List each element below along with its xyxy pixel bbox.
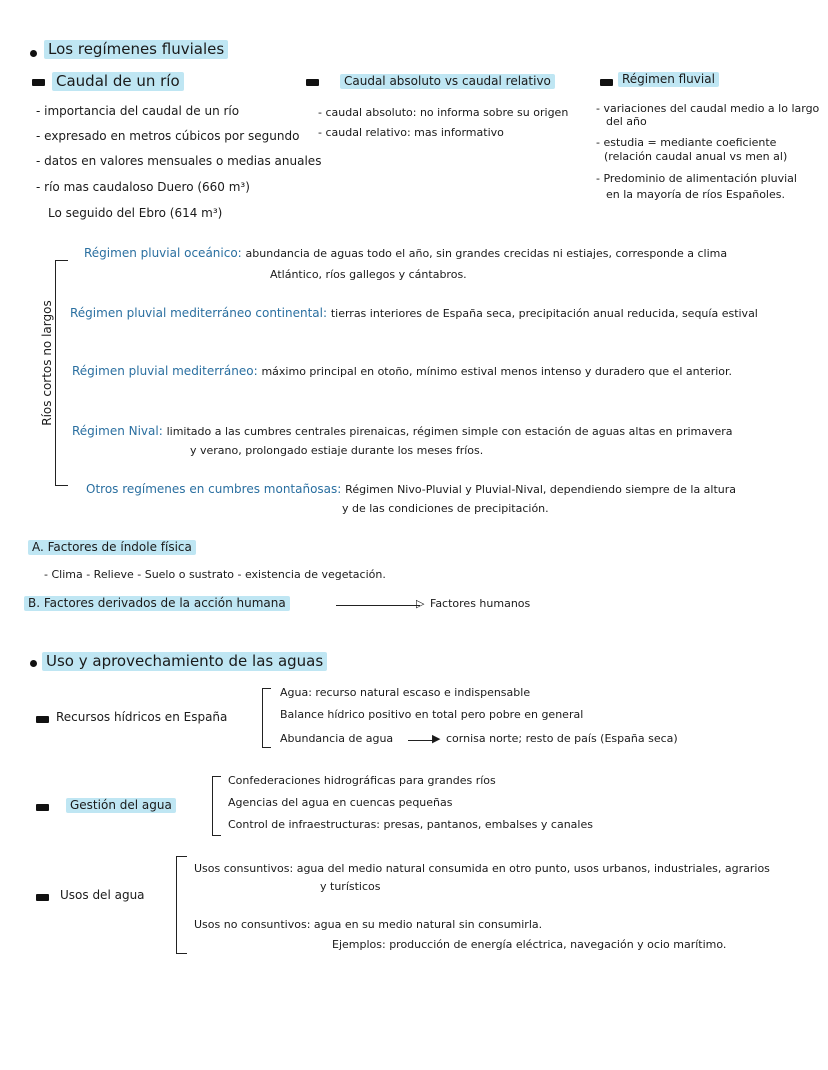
factors-a-title-text: A. Factores de índole física (28, 540, 196, 555)
regimen-type-name: Otros regímenes en cumbres montañosas: (86, 482, 342, 496)
regimen-type-3 (72, 424, 733, 438)
arrow-head-icon: ▷ (416, 597, 425, 610)
usos-bracket (176, 856, 187, 954)
gestion-label (66, 798, 176, 812)
arrow-target-text: Factores humanos (430, 597, 531, 610)
list-item: - río mas caudaloso Duero (660 m³) (36, 180, 250, 194)
caudal-heading (52, 72, 184, 90)
usos-consuntivos: Usos consuntivos: agua del medio natural consumida en otro punto, usos urbanos, industriales, agrarios (194, 862, 770, 875)
regimen-type-desc2: Atlántico, ríos gallegos y cántabros. (270, 268, 467, 281)
regimen-type-desc: Régimen Nivo-Pluvial y Pluvial-Nival, dependiendo siempre de la altura (345, 483, 737, 496)
list-item: del año (606, 115, 647, 128)
bullet-dot (30, 660, 37, 667)
regimen-type-4 (86, 482, 736, 496)
types-bracket (55, 260, 68, 486)
square-bullet (32, 79, 45, 86)
square-bullet (306, 79, 319, 86)
absoluto-heading (340, 74, 555, 88)
arrow-head-icon: ▶ (432, 732, 441, 745)
caudal-heading-text: Caudal de un río (52, 72, 184, 91)
regimen-type-name: Régimen pluvial oceánico: (84, 246, 242, 260)
recursos-item: cornisa norte; resto de país (España seca) (446, 732, 678, 745)
list-item: - caudal absoluto: no informa sobre su origen (318, 106, 569, 119)
list-item: - importancia del caudal de un río (36, 104, 240, 118)
arrow-line (336, 605, 420, 606)
usos-label: Usos del agua (60, 888, 145, 902)
recursos-bracket (262, 688, 271, 748)
side-label: Ríos cortos no largos (40, 300, 54, 426)
regimen-type-1 (70, 306, 758, 320)
regimen-type-desc2: y de las condiciones de precipitación. (342, 502, 549, 515)
list-item: - variaciones del caudal medio a lo largo (596, 102, 820, 115)
square-bullet (36, 804, 49, 811)
list-item: en la mayoría de ríos Españoles. (606, 188, 785, 201)
regimen-type-desc: máximo principal en otoño, mínimo estival menos intenso y duradero que el anterior. (261, 365, 733, 378)
recursos-item: Balance hídrico positivo en total pero pobre en general (280, 708, 584, 721)
list-item: (relación caudal anual vs men al) (604, 150, 788, 163)
factors-a-items: - Clima - Relieve - Suelo o sustrato - existencia de vegetación. (44, 568, 386, 581)
factors-b-title-text: B. Factores derivados de la acción humana (24, 596, 290, 611)
factors-b-title (24, 596, 290, 610)
regimen-type-desc2: y verano, prolongado estiaje durante los meses fríos. (190, 444, 484, 457)
section-title-text: Uso y aprovechamiento de las aguas (42, 652, 327, 671)
usos-ejemplos: Ejemplos: producción de energía eléctrica, navegación y ocio marítimo. (332, 938, 727, 951)
regimen-type-name: Régimen pluvial mediterráneo continental: (70, 306, 327, 320)
list-item: - estudia = mediante coeficiente (596, 136, 777, 149)
regimen-type-desc: abundancia de aguas todo el año, sin grandes crecidas ni estiajes, corresponde a clima (245, 247, 728, 260)
list-item: - Predominio de alimentación pluvial (596, 172, 797, 185)
absoluto-heading-text: Caudal absoluto vs caudal relativo (340, 74, 555, 89)
usos-consuntivos-cont: y turísticos (320, 880, 381, 893)
gestion-item: Agencias del agua en cuencas pequeñas (228, 796, 453, 809)
usos-no-consuntivos: Usos no consuntivos: agua en su medio natural sin consumirla. (194, 918, 543, 931)
gestion-item: Control de infraestructuras: presas, pantanos, embalses y canales (228, 818, 593, 831)
square-bullet (36, 894, 49, 901)
recursos-item: Agua: recurso natural escaso e indispensable (280, 686, 531, 699)
recursos-label: Recursos hídricos en España (56, 710, 228, 724)
factors-a-title (28, 540, 196, 554)
list-item: Lo seguido del Ebro (614 m³) (48, 206, 223, 220)
section-title (42, 652, 327, 670)
regimen-type-2 (72, 364, 732, 378)
list-item: - caudal relativo: mas informativo (318, 126, 504, 139)
recursos-item: Abundancia de agua (280, 732, 394, 745)
bullet-dot (30, 50, 37, 57)
regimen-type-name: Régimen pluvial mediterráneo: (72, 364, 258, 378)
square-bullet (600, 79, 613, 86)
regimen-type-desc: limitado a las cumbres centrales pirenaicas, régimen simple con estación de aguas altas en primavera (166, 425, 733, 438)
regimen-heading (618, 72, 719, 86)
list-item: - datos en valores mensuales o medias anuales (36, 154, 322, 168)
regimen-heading-text: Régimen fluvial (618, 72, 719, 87)
regimen-type-desc: tierras interiores de España seca, precipitación anual reducida, sequía estival (330, 307, 758, 320)
gestion-label-text: Gestión del agua (66, 798, 176, 813)
section-title-text: Los regímenes fluviales (44, 40, 228, 59)
list-item: - expresado en metros cúbicos por segundo (36, 129, 300, 143)
square-bullet (36, 716, 49, 723)
regimen-type-name: Régimen Nival: (72, 424, 163, 438)
gestion-item: Confederaciones hidrográficas para grandes ríos (228, 774, 496, 787)
section-title (44, 40, 228, 58)
gestion-bracket (212, 776, 221, 836)
regimen-type-0 (84, 246, 727, 260)
